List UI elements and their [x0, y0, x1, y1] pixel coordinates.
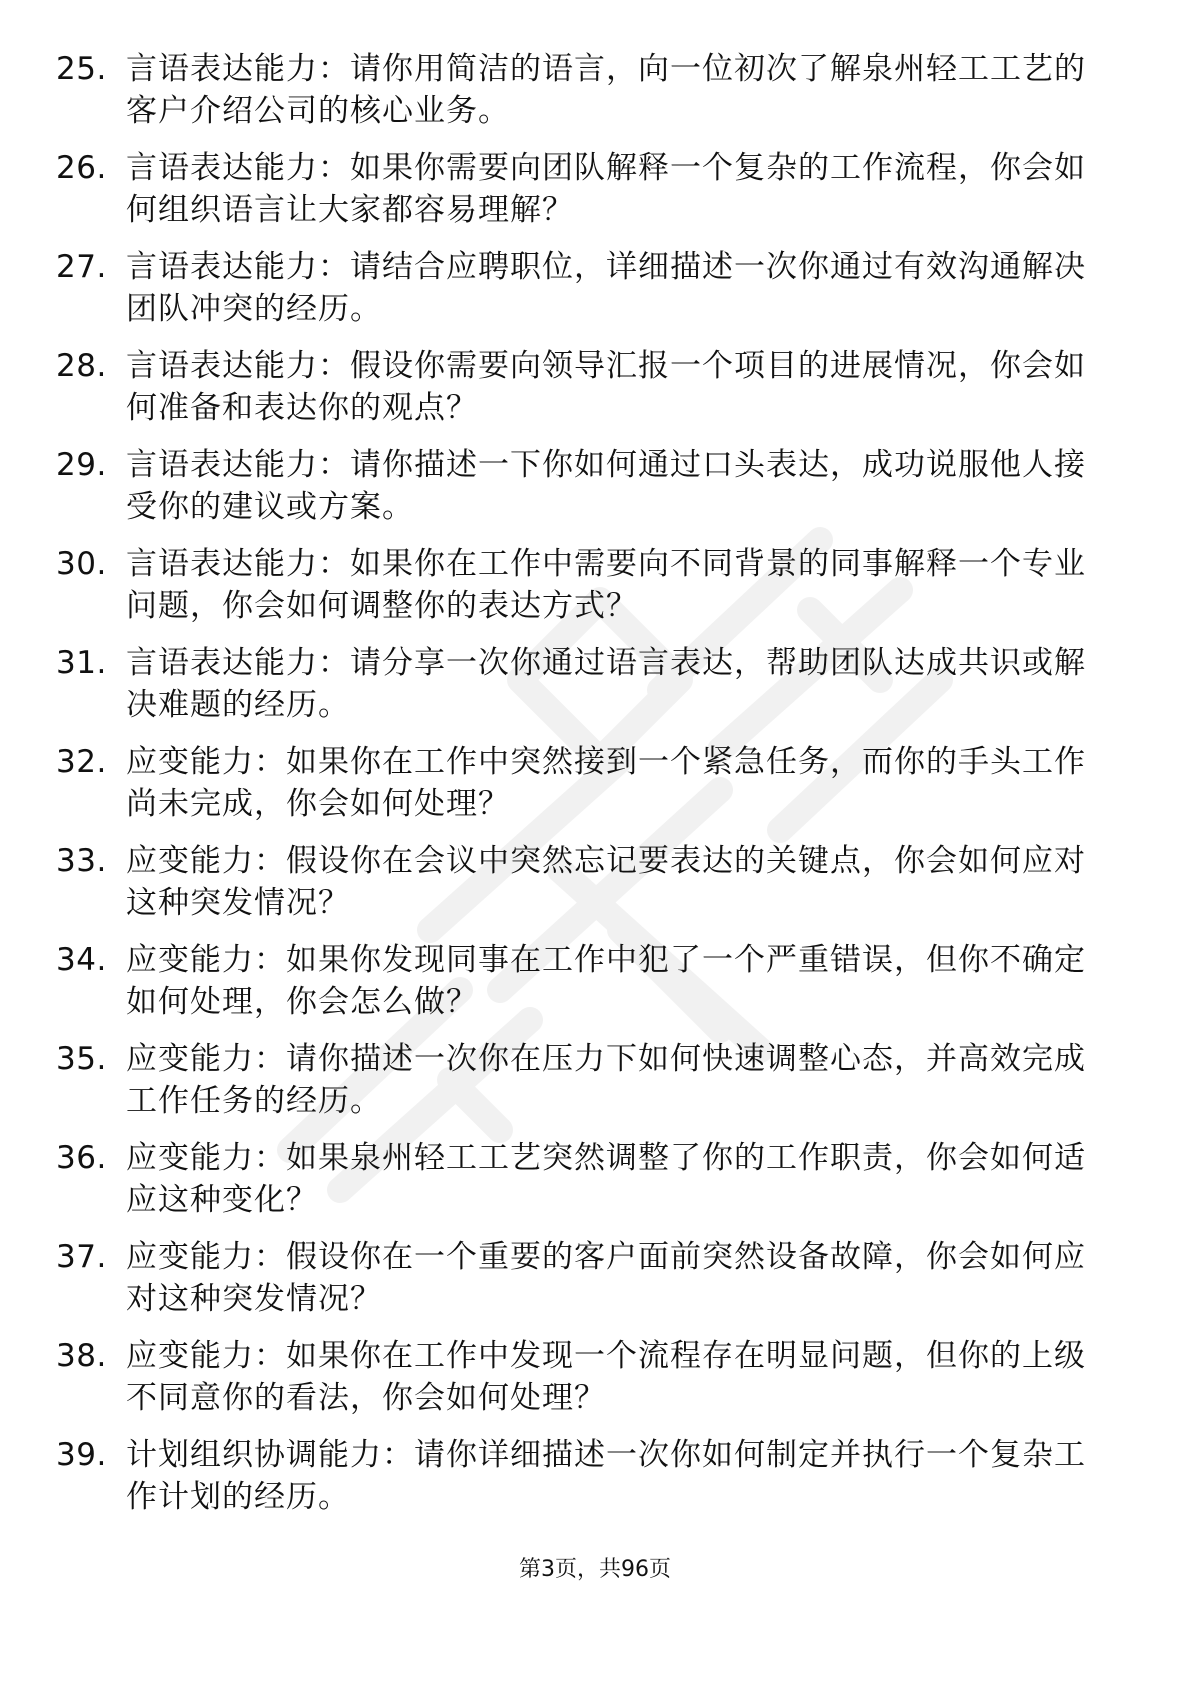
question-item [56, 345, 1116, 444]
question-item [56, 444, 1116, 543]
question-text: 言语表达能力：假设你需要向领导汇报一个项目的进展情况，你会如何准备和表达你的观点？ [126, 348, 1086, 426]
question-text: 应变能力：假设你在一个重要的客户面前突然设备故障，你会如何应对这种突发情况？ [126, 1239, 1086, 1317]
question-number: 27. [56, 249, 107, 285]
question-number: 39. [56, 1437, 107, 1473]
question-item [56, 1335, 1116, 1434]
question-number: 33. [56, 843, 107, 879]
question-number: 25. [56, 51, 107, 87]
question-item [56, 939, 1116, 1038]
question-item [56, 543, 1116, 642]
question-list [56, 48, 1116, 1533]
page-number: 第3页，共96页 [519, 1557, 671, 1582]
question-number: 34. [56, 942, 107, 978]
question-text: 应变能力：如果你在工作中发现一个流程存在明显问题，但你的上级不同意你的看法，你会如何处理？ [126, 1338, 1086, 1416]
question-text: 言语表达能力：请分享一次你通过语言表达，帮助团队达成共识或解决难题的经历。 [126, 645, 1086, 723]
question-text: 应变能力：如果你在工作中突然接到一个紧急任务，而你的手头工作尚未完成，你会如何处理？ [126, 744, 1086, 822]
question-item [56, 642, 1116, 741]
question-item [56, 1236, 1116, 1335]
question-item [56, 48, 1116, 147]
question-text: 言语表达能力：请你用简洁的语言，向一位初次了解泉州轻工工艺的客户介绍公司的核心业务。 [126, 51, 1086, 129]
question-text: 言语表达能力：请你描述一下你如何通过口头表达，成功说服他人接受你的建议或方案。 [126, 447, 1086, 525]
question-text: 言语表达能力：如果你需要向团队解释一个复杂的工作流程，你会如何组织语言让大家都容易理解？ [126, 150, 1086, 228]
question-item [56, 1137, 1116, 1236]
question-number: 37. [56, 1239, 107, 1275]
question-text: 应变能力：请你描述一次你在压力下如何快速调整心态，并高效完成工作任务的经历。 [126, 1041, 1086, 1119]
question-text: 言语表达能力：请结合应聘职位，详细描述一次你通过有效沟通解决团队冲突的经历。 [126, 249, 1086, 327]
question-text: 应变能力：如果泉州轻工工艺突然调整了你的工作职责，你会如何适应这种变化？ [126, 1140, 1086, 1218]
question-number: 29. [56, 447, 107, 483]
question-item [56, 1434, 1116, 1533]
question-item [56, 246, 1116, 345]
question-item [56, 840, 1116, 939]
question-text: 计划组织协调能力：请你详细描述一次你如何制定并执行一个复杂工作计划的经历。 [126, 1437, 1086, 1515]
question-text: 言语表达能力：如果你在工作中需要向不同背景的同事解释一个专业问题，你会如何调整你的表达方式？ [126, 546, 1086, 624]
question-number: 26. [56, 150, 107, 186]
question-item [56, 1038, 1116, 1137]
question-item [56, 741, 1116, 840]
question-number: 31. [56, 645, 107, 681]
question-number: 30. [56, 546, 107, 582]
question-number: 36. [56, 1140, 107, 1176]
question-number: 38. [56, 1338, 107, 1374]
question-text: 应变能力：如果你发现同事在工作中犯了一个严重错误，但你不确定如何处理，你会怎么做？ [126, 942, 1086, 1020]
question-item [56, 147, 1116, 246]
question-number: 35. [56, 1041, 107, 1077]
question-number: 32. [56, 744, 107, 780]
question-number: 28. [56, 348, 107, 384]
question-text: 应变能力：假设你在会议中突然忘记要表达的关键点，你会如何应对这种突发情况？ [126, 843, 1086, 921]
